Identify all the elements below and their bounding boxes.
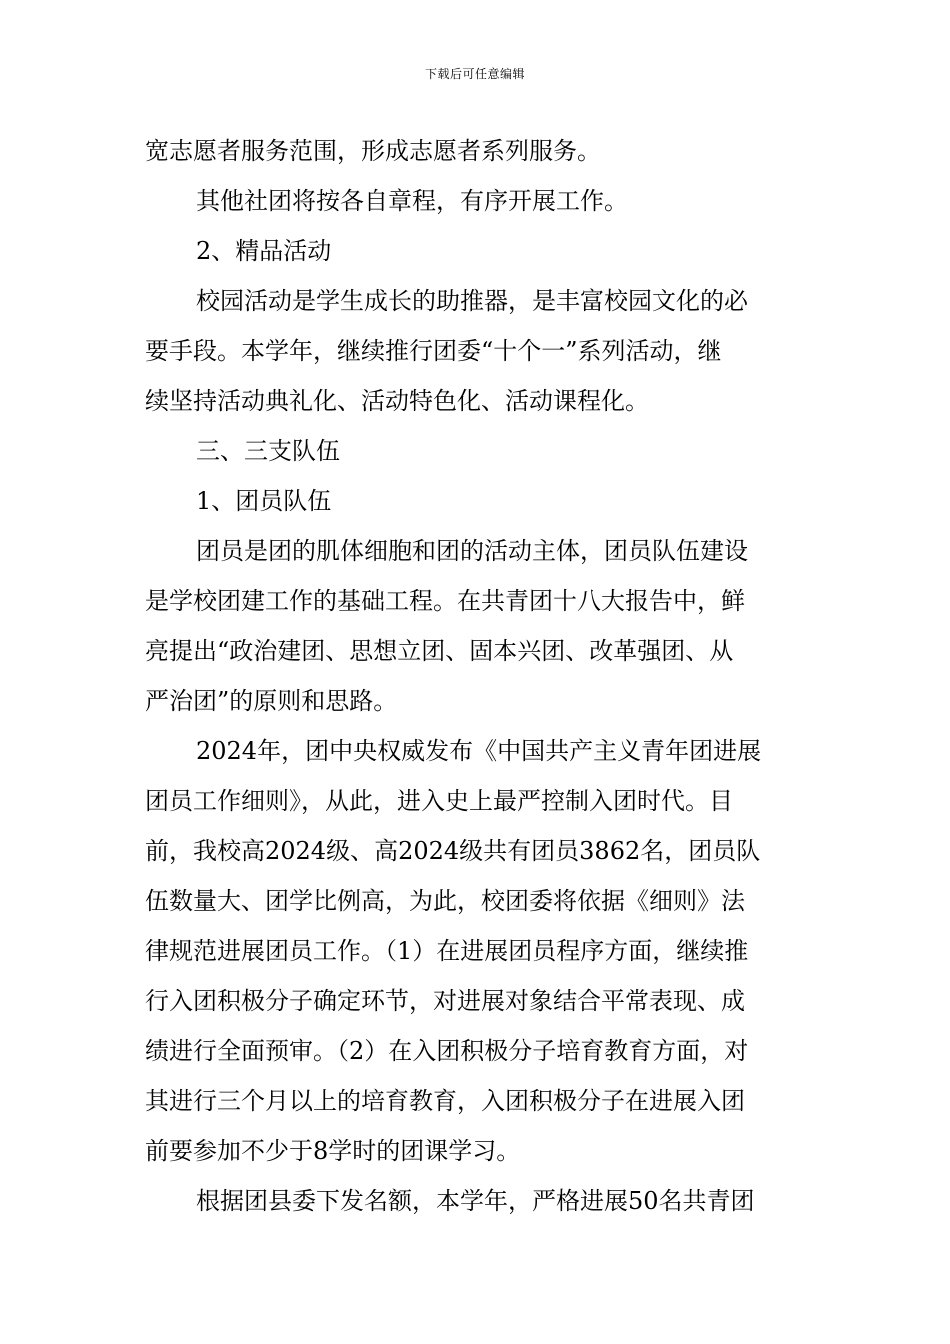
text-line: 律规范进展团员工作。（1）在进展团员程序方面，继续推	[145, 937, 749, 965]
text-line: 2024年，团中央权威发布《中国共产主义青年团进展	[196, 737, 762, 765]
text-line: 行入团积极分子确定环节，对进展对象结合平常表现、成	[145, 987, 745, 1015]
text-line: 根据团县委下发名额，本学年，严格进展50名共青团	[196, 1187, 755, 1215]
page-header-note: 下载后可任意编辑	[424, 67, 525, 81]
text-line: 续坚持活动典礼化、活动特色化、活动课程化。	[145, 387, 649, 415]
text-line: 其他社团将按各自章程，有序开展工作。	[196, 187, 628, 215]
text-line: 团员工作细则》，从此，进入史上最严控制入团时代。目	[145, 787, 733, 815]
text-line: 亮提出“政治建团、思想立团、固本兴团、改革强团、从	[145, 637, 734, 665]
text-line: 校园活动是学生成长的助推器，是丰富校园文化的必	[196, 287, 748, 315]
text-line: 绩进行全面预审。（2）在入团积极分子培育教育方面，对	[145, 1037, 749, 1065]
text-line: 2、精品活动	[196, 237, 332, 265]
text-line: 宽志愿者服务范围，形成志愿者系列服务。	[145, 137, 601, 165]
text-line: 其进行三个月以上的培育教育，入团积极分子在进展入团	[145, 1087, 745, 1115]
text-line: 前，我校高2024级、高2024级共有团员3862名，团员队	[145, 837, 761, 865]
document-body	[145, 126, 807, 1226]
text-line: 要手段。本学年，继续推行团委“十个一”系列活动，继	[145, 337, 722, 365]
text-line: 团员是团的肌体细胞和团的活动主体，团员队伍建设	[196, 537, 748, 565]
text-line: 严治团”的原则和思路。	[145, 687, 398, 715]
text-line: 是学校团建工作的基础工程。在共青团十八大报告中，鲜	[145, 587, 745, 615]
text-line: 前要参加不少于8学时的团课学习。	[145, 1137, 521, 1165]
text-line: 伍数量大、团学比例高，为此，校团委将依据《细则》法	[145, 887, 745, 915]
text-line: 三、三支队伍	[196, 437, 340, 465]
text-line: 1、团员队伍	[196, 487, 332, 515]
